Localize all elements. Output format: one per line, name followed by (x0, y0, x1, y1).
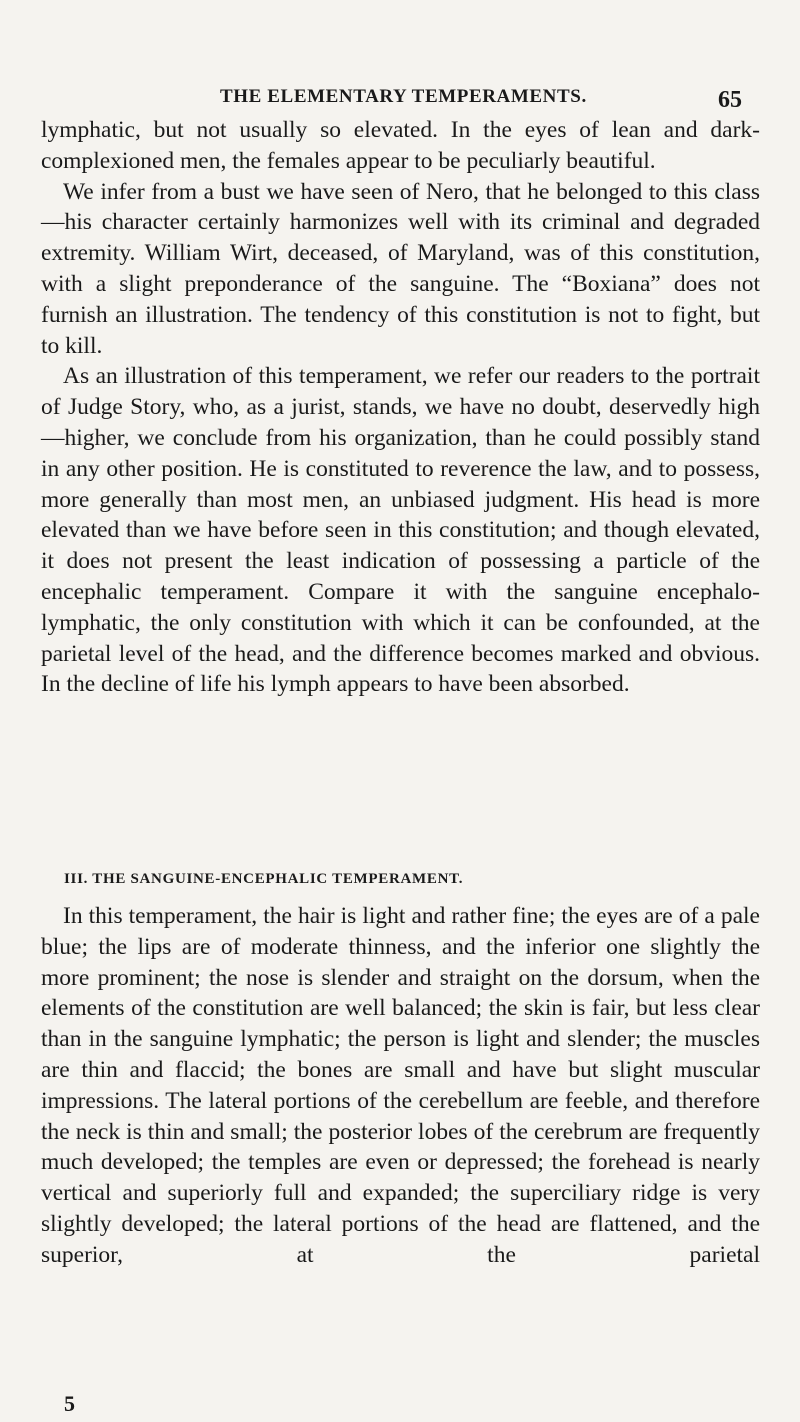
text-block-upper (41, 115, 760, 700)
paragraph: As an illustration of this temperament, we refer our readers to the portrait of Judge Story, who, as a jurist, stands, we have no doubt, deservedly high—higher, we conclude from his organization, than he could possibly stand in any other position. He is constituted to reverence the law, and to possess, more generally than most men, an unbiased judgment. His head is more elevated than we have before seen in this constitution; and though elevated, it does not present the least indication of possessing a particle of the encephalic temperament. Compare it with the sanguine encephalo-lymphatic, the only constitution with which it can be confounded, at the parietal level of the head, and the difference becomes marked and obvious. In the decline of life his lymph appears to have been absorbed. (41, 363, 760, 698)
signature-mark: 5 (64, 1391, 75, 1416)
running-head: THE ELEMENTARY TEMPERAMENTS. (220, 86, 587, 107)
paragraph: We infer from a bust we have seen of Nero, that he belonged to this class—his character certainly harmonizes well with its criminal and degraded extremity. William Wirt, deceased, of Maryland, was of this constitution, with a slight preponderance of the sanguine. The “Boxiana” does not furnish an illustration. The tendency of this constitution is not to fight, but to kill. (41, 178, 760, 359)
page-number: 65 (718, 87, 742, 113)
section-heading: III. THE SANGUINE-ENCEPHALIC TEMPERAMENT. (64, 871, 464, 887)
text-block-lower (41, 901, 760, 1301)
paragraph: lymphatic, but not usually so elevated. In the eyes of lean and dark-complexioned men, the females appear to be peculiarly beautiful. (41, 117, 760, 174)
paragraph: In this temperament, the hair is light and rather fine; the eyes are of a pale blue; the lips are of moderate thinness, and the inferior one slightly the more prominent; the nose is slender and straight on the dorsum, when the elements of the constitution are well balanced; the skin is fair, but less clear than in the sanguine lymphatic; the person is light and slender; the muscles are thin and flaccid; the bones are small and have but slight muscular impressions. The lateral portions of the cerebellum are feeble, and therefore the neck is thin and small; the posterior lobes of the cerebrum are frequently much developed; the temples are even or depressed; the forehead is nearly vertical and superiorly full and expanded; the superciliary ridge is very slightly developed; the lateral portions of the head are flattened, and the superior, at the parietal (41, 903, 760, 1268)
